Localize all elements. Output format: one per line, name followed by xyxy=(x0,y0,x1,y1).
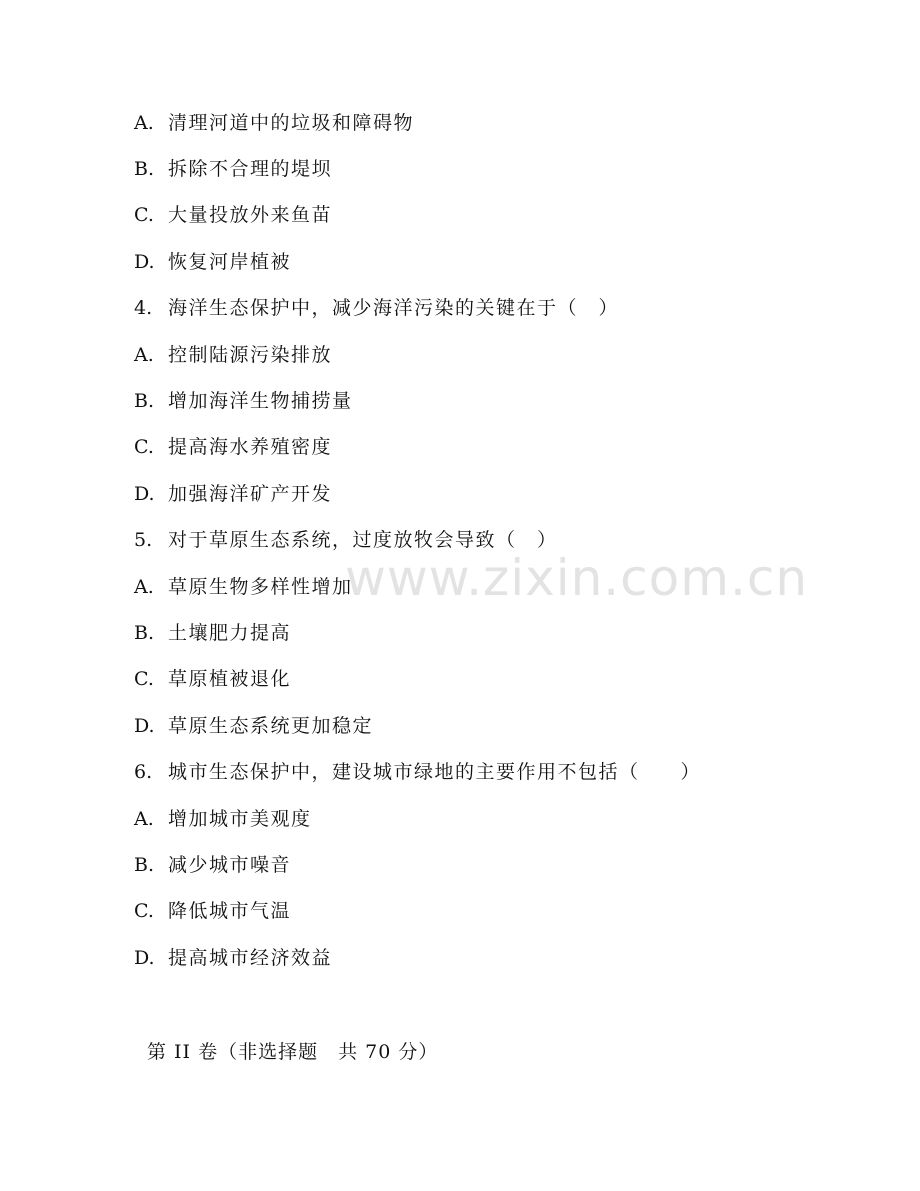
option-line xyxy=(134,157,332,181)
option-text: 草原生物多样性增加 xyxy=(168,576,353,598)
option-text: 增加城市美观度 xyxy=(168,808,312,830)
option-label: C. xyxy=(134,436,154,458)
option-line xyxy=(134,250,291,274)
option-label: B. xyxy=(134,390,155,412)
question-text: 城市生态保护中，建设城市绿地的主要作用不包括（ ） xyxy=(168,761,702,783)
option-text: 提高海水养殖密度 xyxy=(168,436,333,458)
option-label: D. xyxy=(134,715,155,737)
question-text: 对于草原生态系统，过度放牧会导致（ ） xyxy=(168,529,558,551)
option-line xyxy=(134,111,414,135)
option-line xyxy=(134,343,332,367)
question-line xyxy=(134,760,701,784)
option-text: 加强海洋矿产开发 xyxy=(168,483,333,505)
option-text: 草原生态系统更加稳定 xyxy=(168,715,374,737)
option-line xyxy=(134,714,373,738)
option-text: 减少城市噪音 xyxy=(168,854,292,876)
option-label: D. xyxy=(134,251,155,273)
question-number: 4. xyxy=(134,297,153,319)
option-line xyxy=(134,389,353,413)
question-line xyxy=(134,296,619,320)
option-line xyxy=(134,203,332,227)
option-label: A. xyxy=(134,112,154,134)
option-line xyxy=(134,575,353,599)
option-text: 大量投放外来鱼苗 xyxy=(168,204,333,226)
option-line xyxy=(134,853,291,877)
section-title: 第 II 卷（非选择题 共 70 分） xyxy=(147,1041,439,1063)
option-label: A. xyxy=(134,808,154,830)
option-label: B. xyxy=(134,854,155,876)
option-label: D. xyxy=(134,483,155,505)
option-text: 土壤肥力提高 xyxy=(168,622,292,644)
question-line xyxy=(134,528,558,552)
question-number: 5. xyxy=(134,529,153,551)
option-text: 拆除不合理的堤坝 xyxy=(168,158,333,180)
option-label: A. xyxy=(134,576,154,598)
option-text: 草原植被退化 xyxy=(168,668,292,690)
option-text: 降低城市气温 xyxy=(168,900,292,922)
question-text: 海洋生态保护中，减少海洋污染的关键在于（ ） xyxy=(168,297,620,319)
option-text: 恢复河岸植被 xyxy=(168,251,292,273)
option-text: 提高城市经济效益 xyxy=(168,947,333,969)
option-label: A. xyxy=(134,344,154,366)
option-text: 控制陆源污染排放 xyxy=(168,344,333,366)
watermark: www.zixin.com.cn xyxy=(345,549,809,607)
option-label: C. xyxy=(134,204,154,226)
option-label: B. xyxy=(134,158,155,180)
option-label: B. xyxy=(134,622,155,644)
option-label: D. xyxy=(134,947,155,969)
option-line xyxy=(134,435,332,459)
option-line xyxy=(134,482,332,506)
option-text: 清理河道中的垃圾和障碍物 xyxy=(168,112,415,134)
option-line xyxy=(134,621,291,645)
option-line xyxy=(134,946,332,970)
option-line xyxy=(134,899,291,923)
option-label: C. xyxy=(134,668,154,690)
option-text: 增加海洋生物捕捞量 xyxy=(168,390,353,412)
option-label: C. xyxy=(134,900,154,922)
question-number: 6. xyxy=(134,761,153,783)
option-line xyxy=(134,667,291,691)
option-line xyxy=(134,807,312,831)
